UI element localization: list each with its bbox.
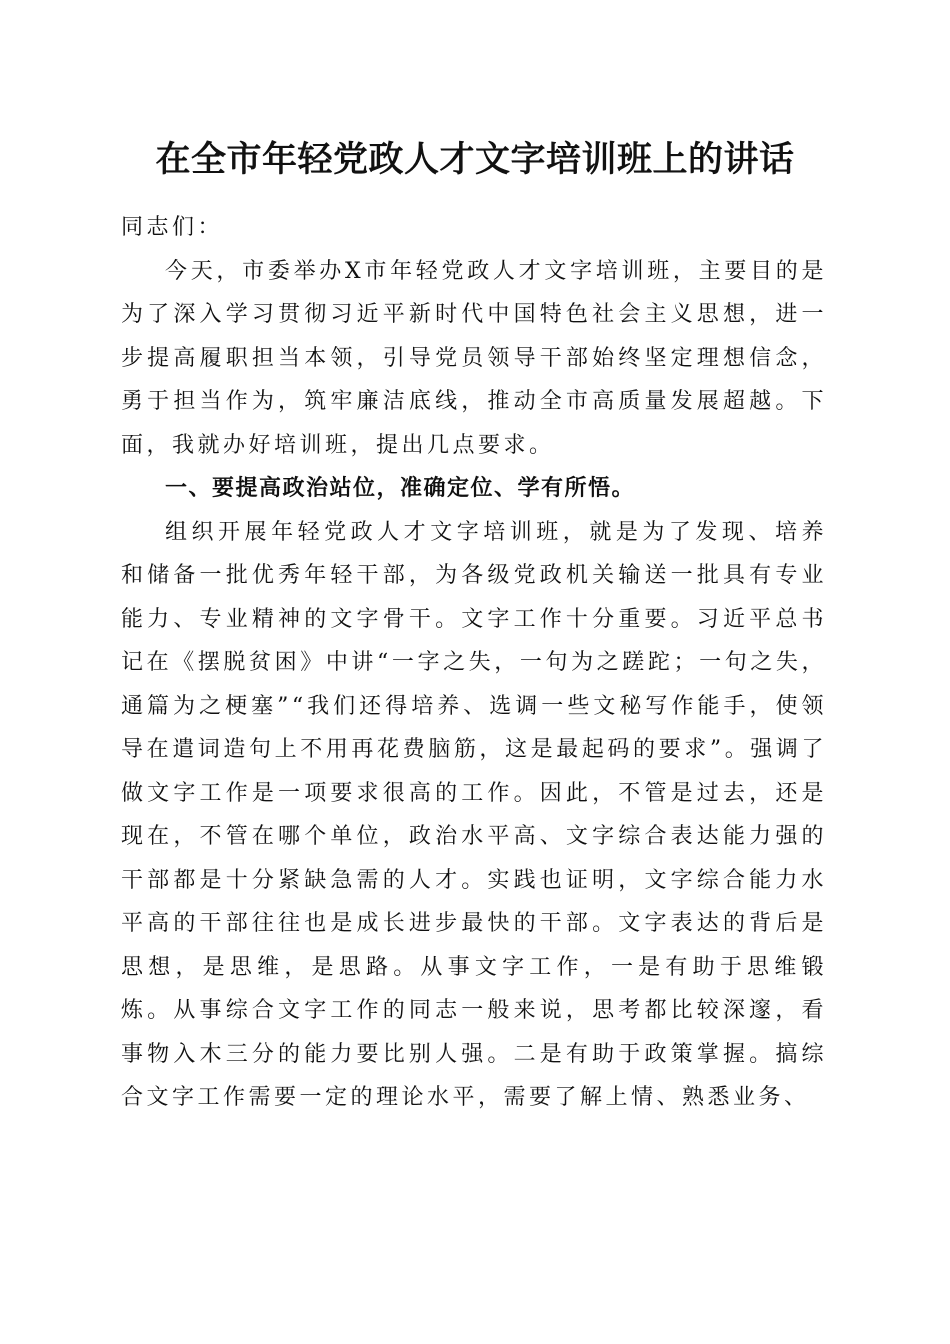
intro-paragraph: 今天，市委举办X市年轻党政人才文字培训班，主要目的是为了深入学习贯彻习近平新时代中国特色社会主义思想，进一步提高履职担当本领，引导党员领导干部始终坚定理想信念，勇于担当作为，筑牢廉洁底线，推动全市高质量发展超越。下面，我就办好培训班，提出几点要求。 xyxy=(121,258,827,458)
document-title: 在全市年轻党政人才文字培训班上的讲话 xyxy=(155,139,795,180)
document-body xyxy=(121,206,827,1120)
section-heading-1: 一、要提高政治站位，准确定位、学有所悟。 xyxy=(165,476,636,501)
salutation: 同志们： xyxy=(121,215,224,240)
section-paragraph-1: 组织开展年轻党政人才文字培训班，就是为了发现、培养和储备一批优秀年轻干部，为各级党政机关输送一批具有专业能力、专业精神的文字骨干。文字工作十分重要。习近平总书记在《摆脱贫困》中讲“一字之失，一句为之蹉跎；一句之失，通篇为之梗塞”“我们还得培养、选调一些文秘写作能手，使领导在遣词造句上不用再花费脑筋，这是最起码的要求”。强调了做文字工作是一项要求很高的工作。因此，不管是过去，还是现在，不管在哪个单位，政治水平高、文字综合表达能力强的干部都是十分紧缺急需的人才。实践也证明，文字综合能力水平高的干部往往也是成长进步最快的干部。文字表达的背后是思想，是思维，是思路。从事文字工作，一是有助于思维锻炼。从事综合文字工作的同志一般来说，思考都比较深邃，看事物入木三分的能力要比别人强。二是有助于政策掌握。搞综合文字工作需要一定的理论水平，需要了解上情、熟悉业务、 xyxy=(121,519,827,1110)
